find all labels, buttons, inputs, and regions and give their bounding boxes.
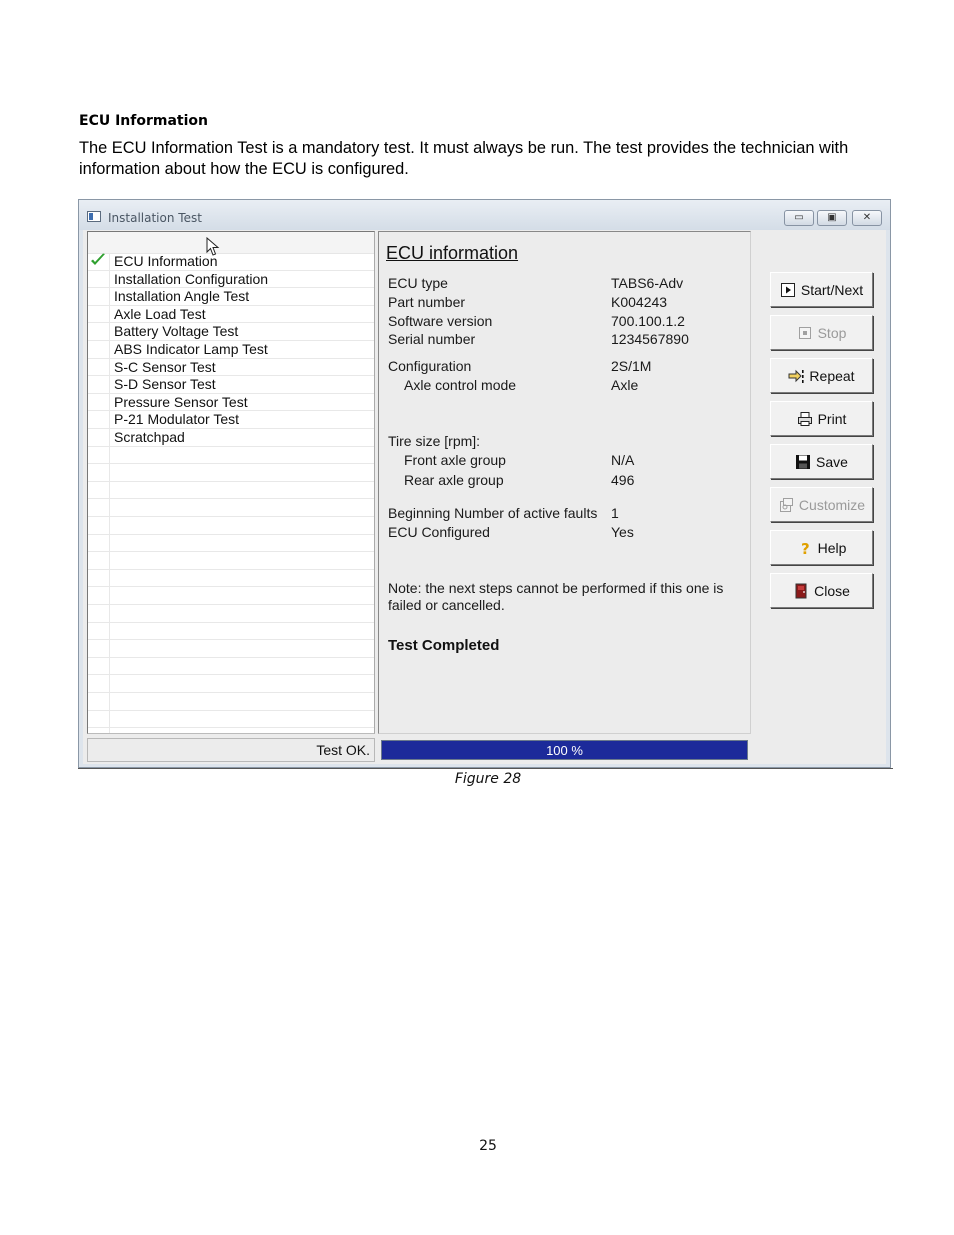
test-list-item[interactable] xyxy=(88,359,374,377)
test-list-empty-row xyxy=(88,605,374,623)
test-list-empty-row xyxy=(88,711,374,729)
info-title: ECU information xyxy=(386,243,519,263)
document-paragraph: The ECU Information Test is a mandatory test. It must always be run. The test provides the technician with information about how the ECU is configured. xyxy=(79,139,849,178)
play-icon xyxy=(780,282,796,298)
test-list-item-label: S-D Sensor Test xyxy=(114,376,216,393)
field-label-software-version: Software version xyxy=(388,313,493,329)
repeat-label: Repeat xyxy=(809,367,855,384)
info-note: Note: the next steps cannot be performed if this one is failed or cancelled. xyxy=(388,580,724,613)
test-list-empty-row xyxy=(88,482,374,500)
help-button[interactable] xyxy=(770,530,873,565)
stop-icon xyxy=(797,325,813,341)
field-value-ecu-configured: Yes xyxy=(611,524,634,540)
field-label-part-number: Part number xyxy=(388,294,466,310)
field-label-active-faults: Beginning Number of active faults xyxy=(388,505,598,521)
test-list-item-label: Scratchpad xyxy=(114,429,185,445)
customize-icon xyxy=(778,497,794,513)
field-label-configuration: Configuration xyxy=(388,358,472,374)
field-value-active-faults: 1 xyxy=(611,505,619,521)
save-label: Save xyxy=(816,453,848,470)
test-list-item[interactable] xyxy=(88,376,374,394)
printer-icon xyxy=(797,411,813,427)
test-list-item-label: S-C Sensor Test xyxy=(114,358,216,375)
field-value-part-number: K004243 xyxy=(611,294,668,310)
field-value-configuration: 2S/1M xyxy=(611,358,652,374)
test-list-item[interactable] xyxy=(88,306,374,324)
test-list-header xyxy=(88,232,374,254)
test-list-item[interactable] xyxy=(88,288,374,306)
test-list-empty-row xyxy=(88,517,374,535)
test-list-item[interactable] xyxy=(88,411,374,429)
test-list-empty-row xyxy=(88,658,374,676)
test-list-item-label: Pressure Sensor Test xyxy=(114,393,248,410)
app-icon xyxy=(87,211,101,222)
start-next-button[interactable] xyxy=(770,272,873,307)
print-button[interactable] xyxy=(770,401,873,436)
field-value-front-axle-group: N/A xyxy=(611,452,635,468)
window-title: Installation Test xyxy=(108,211,202,225)
field-label-axle-control-mode: Axle control mode xyxy=(404,377,517,393)
page-number: 25 xyxy=(479,1138,497,1154)
window-titlebar[interactable] xyxy=(79,200,890,230)
test-status-text: Test OK. xyxy=(316,742,370,758)
test-list-item[interactable] xyxy=(88,394,374,412)
test-list-empty-row xyxy=(88,623,374,641)
test-list-item[interactable] xyxy=(88,429,374,447)
test-list-empty-row xyxy=(88,693,374,711)
customize-button[interactable] xyxy=(770,487,873,522)
stop-label: Stop xyxy=(817,324,847,341)
test-list-empty-row xyxy=(88,464,374,482)
ecu-info-panel xyxy=(378,231,751,734)
field-label-tire-size: Tire size [rpm]: xyxy=(388,433,481,449)
figure-bottom-rule xyxy=(78,768,893,769)
figure-caption: Figure 28 xyxy=(454,771,522,787)
field-value-axle-control-mode: Axle xyxy=(611,377,639,393)
repeat-button[interactable] xyxy=(770,358,873,393)
field-label-ecu-configured: ECU Configured xyxy=(388,524,490,540)
maximize-button[interactable]: ▣ xyxy=(817,210,847,226)
test-list-item[interactable] xyxy=(88,271,374,289)
customize-label: Customize xyxy=(798,496,866,513)
progress-bar xyxy=(381,740,748,760)
test-list-item-label: Installation Angle Test xyxy=(114,288,250,305)
close-label: Close xyxy=(814,582,850,599)
test-result-text: Test Completed xyxy=(388,637,500,654)
test-list-empty-row xyxy=(88,675,374,693)
test-list-item[interactable] xyxy=(88,341,374,359)
test-list-item-label: Battery Voltage Test xyxy=(114,323,239,340)
test-list-item[interactable] xyxy=(88,253,374,271)
exit-door-icon xyxy=(793,583,809,599)
field-value-serial-number: 1234567890 xyxy=(611,331,689,347)
start-next-label: Start/Next xyxy=(800,281,864,298)
check-icon xyxy=(89,251,107,269)
field-label-ecu-type: ECU type xyxy=(388,275,448,291)
test-list-empty-row xyxy=(88,499,374,517)
test-list-item-label: ECU Information xyxy=(114,253,218,269)
progress-text: 100 % xyxy=(546,743,583,758)
test-list-empty-row xyxy=(88,640,374,658)
document-heading: ECU Information xyxy=(79,113,208,129)
minimize-button[interactable]: ▭ xyxy=(784,210,814,226)
window-client-area xyxy=(83,230,886,764)
test-list-item-label: Axle Load Test xyxy=(114,305,206,322)
command-button-column xyxy=(755,231,886,734)
floppy-disk-icon xyxy=(795,454,811,470)
save-button[interactable] xyxy=(770,444,873,479)
test-list-empty-row xyxy=(88,447,374,465)
test-list-item-label: ABS Indicator Lamp Test xyxy=(114,341,268,357)
test-status-bar xyxy=(87,738,375,762)
field-value-software-version: 700.100.1.2 xyxy=(611,313,685,329)
close-window-button[interactable]: ✕ xyxy=(852,210,882,226)
field-label-rear-axle-group: Rear axle group xyxy=(404,472,504,488)
installation-test-window xyxy=(78,199,891,768)
print-label: Print xyxy=(817,410,847,427)
field-value-ecu-type: TABS6-Adv xyxy=(611,275,684,291)
stop-button[interactable] xyxy=(770,315,873,350)
repeat-icon xyxy=(788,368,804,384)
field-label-front-axle-group: Front axle group xyxy=(404,452,506,468)
test-list[interactable] xyxy=(87,231,375,734)
test-list-item-label: P-21 Modulator Test xyxy=(114,411,240,428)
field-value-rear-axle-group: 496 xyxy=(611,472,635,488)
test-list-item-label: Installation Configuration xyxy=(114,270,269,287)
test-list-empty-row xyxy=(88,587,374,605)
field-label-serial-number: Serial number xyxy=(388,331,476,347)
help-icon xyxy=(797,540,813,556)
test-list-empty-row xyxy=(88,552,374,570)
svg-text:?: ? xyxy=(800,539,810,556)
test-list-item[interactable] xyxy=(88,323,374,341)
test-list-empty-row xyxy=(88,570,374,588)
help-label: Help xyxy=(817,539,847,556)
test-list-empty-row xyxy=(88,535,374,553)
close-button[interactable] xyxy=(770,573,873,608)
